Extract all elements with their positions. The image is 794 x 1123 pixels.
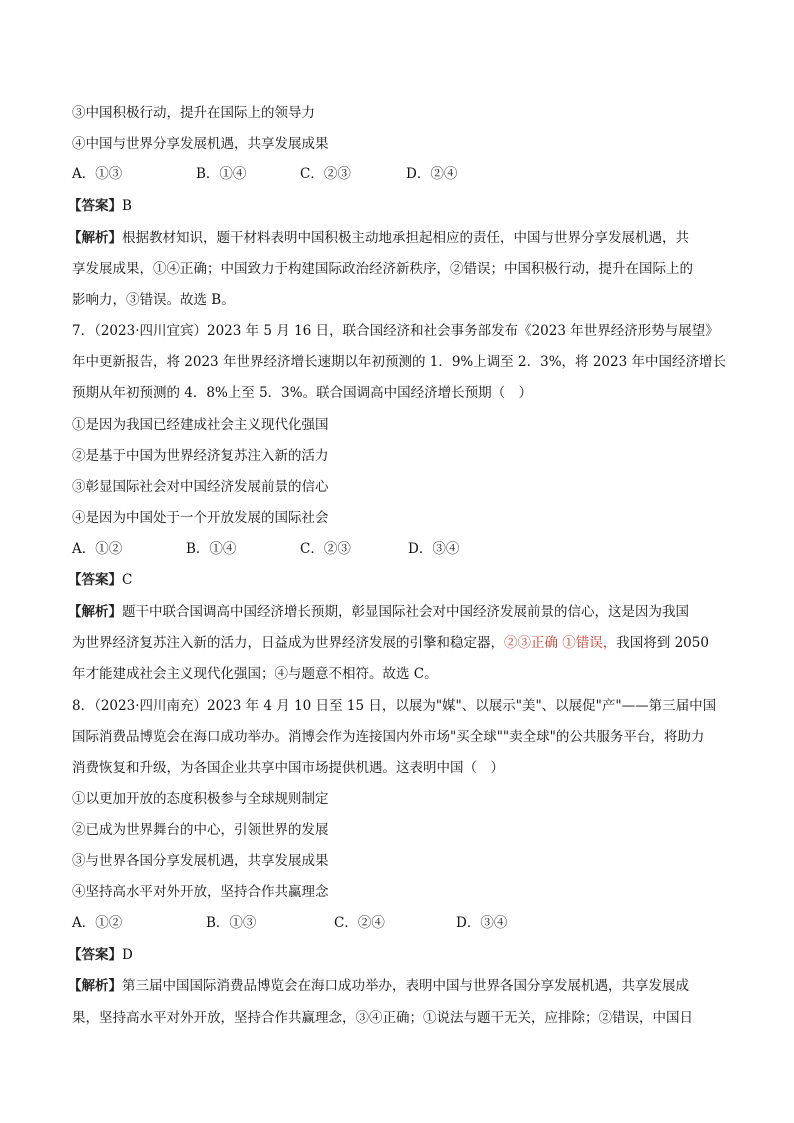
q6-statement-4: ④中国与世界分享发展机遇，共享发展成果 [72, 136, 329, 152]
q7-option-c: C．②③ [300, 541, 351, 557]
analysis-label: 【解析】 [68, 604, 122, 620]
q8-option-c: C．②④ [334, 915, 385, 931]
q7-statement-4: ④是因为中国处于一个开放发展的国际社会 [72, 510, 329, 526]
q7-stem-line-1: 7．（2023·四川宜宾）2023 年 5 月 16 日，联合国经济和社会事务部发布《2023 年世界经济形势与展望》 [72, 323, 719, 339]
q6-option-b: B．①④ [196, 166, 247, 182]
q8-option-d: D．③④ [456, 915, 508, 931]
q7-option-d: D．③④ [408, 541, 460, 557]
answer-value: C [122, 572, 133, 588]
q7-statement-2: ②是基于中国为世界经济复苏注入新的活力 [72, 448, 329, 464]
highlighted-text: ②③正确 ①错误， [504, 635, 617, 651]
q8-option-a: A．①② [72, 915, 123, 931]
q8-answer [68, 945, 718, 965]
q8-statement-3: ③与世界各国分享发展机遇，共享发展成果 [72, 853, 329, 869]
q7-option-a: A．①② [72, 541, 123, 557]
q6-option-a: A．①③ [72, 166, 123, 182]
q6-analysis-line-3: 影响力，③错误。故选 B。 [72, 292, 235, 308]
answer-label: 【答案】 [68, 947, 122, 963]
q8-stem-line-1: 8．（2023·四川南充）2023 年 4 月 10 日至 15 日，以展为"媒"、以展示"美"、以展促"产"——第三届中国 [72, 698, 717, 714]
answer-value: B [122, 198, 132, 214]
q8-statement-2: ②已成为世界舞台的中心，引领世界的发展 [72, 822, 329, 838]
q8-statement-1: ①以更加开放的态度积极参与全球规则制定 [72, 791, 329, 807]
q7-stem-line-2: 年中更新报告，将 2023 年世界经济增长速期以年初预测的 1．9%上调至 2．3%，将 2023 年中国经济增长 [72, 354, 726, 370]
q7-stem-line-3: 预期从年初预测的 4．8%上至 5．3%。联合国调高中国经济增长预期（ ） [72, 385, 533, 401]
q8-statement-4: ④坚持高水平对外开放，坚持合作共赢理念 [72, 884, 329, 900]
q8-stem-line-2: 国际消费品博览会在海口成功举办。消博会作为连接国内外市场"买全球""卖全球"的公共服务平台，将助力 [72, 729, 705, 745]
q7-answer [68, 570, 718, 590]
q8-option-b: B．①③ [206, 915, 257, 931]
q8-analysis-line-2: 果，坚持高水平对外开放，坚持合作共赢理念，③④正确；①说法与题干无关，应排除；②错误，中国日 [72, 1010, 693, 1026]
q6-option-d: D．②④ [406, 166, 458, 182]
q7-statement-3: ③彰显国际社会对中国经济发展前景的信心 [72, 479, 329, 495]
q6-analysis-line-2: 享发展成果，①④正确；中国致力于构建国际政治经济新秩序，②错误；中国积极行动，提升在国际上的 [72, 261, 693, 277]
answer-label: 【答案】 [68, 572, 122, 588]
q7-statement-1: ①是因为我国已经建成社会主义现代化强国 [72, 417, 329, 433]
q6-analysis-line-1: 【解析】根据教材知识，题干材料表明中国积极主动地承担起相应的责任，中国与世界分享发展机遇，共 [68, 230, 689, 246]
answer-label: 【答案】 [68, 198, 122, 214]
q8-options [72, 913, 722, 933]
q6-option-c: C．②③ [300, 166, 351, 182]
q8-analysis-line-1: 【解析】第三届中国国际消费品博览会在海口成功举办，表明中国与世界各国分享发展机遇，共享发展成 [68, 978, 689, 994]
analysis-label: 【解析】 [68, 230, 122, 246]
q6-statement-3: ③中国积极行动，提升在国际上的领导力 [72, 105, 315, 121]
q7-analysis-line-1: 【解析】题干中联合国调高中国经济增长预期，彰显国际社会对中国经济发展前景的信心，这是因为我国 [68, 604, 689, 620]
q7-analysis-line-2: 为世界经济复苏注入新的活力，日益成为世界经济发展的引擎和稳定器，②③正确 ①错误，我国将到 2050 [72, 635, 709, 651]
answer-value: D [122, 947, 133, 963]
q6-options [72, 164, 722, 184]
analysis-label: 【解析】 [68, 978, 122, 994]
q7-options [72, 539, 722, 559]
q6-answer [68, 196, 718, 216]
q8-stem-line-3: 消费恢复和升级，为各国企业共享中国市场提供机遇。这表明中国（ ） [72, 760, 504, 776]
q7-analysis-line-3: 年才能建成社会主义现代化强国；④与题意不相符。故选 C。 [72, 666, 438, 682]
q7-option-b: B．①④ [186, 541, 237, 557]
